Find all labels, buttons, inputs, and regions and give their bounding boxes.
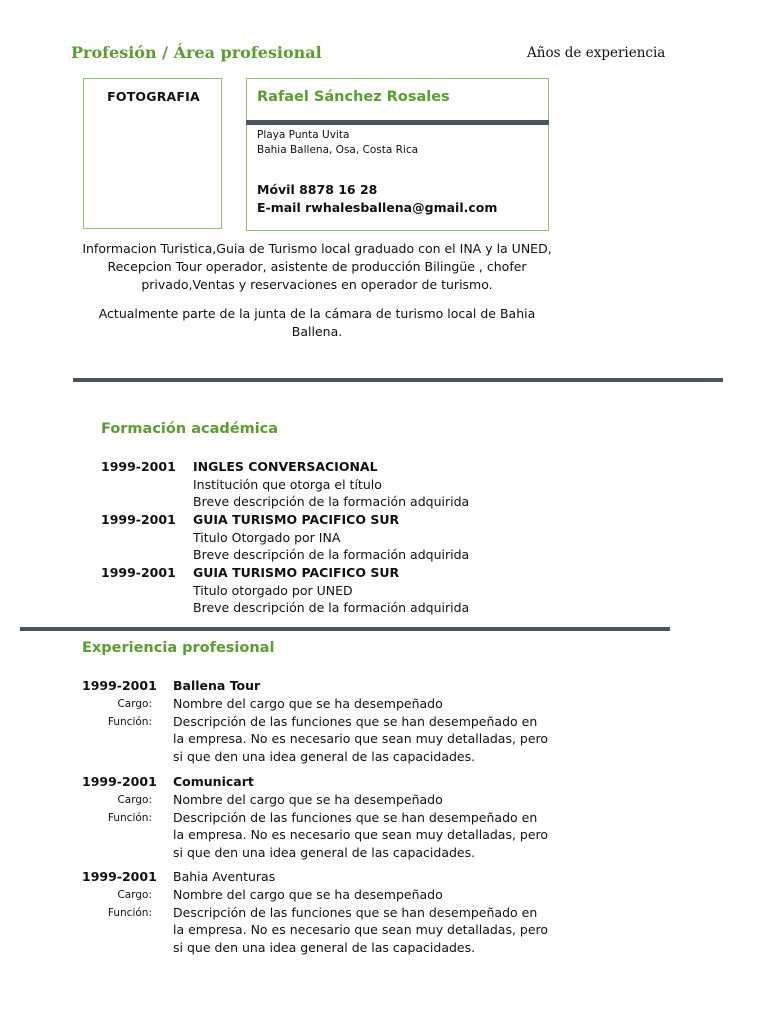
education-years: 1999-2001 [101,459,176,474]
experience-entry [82,868,562,957]
experience-position: Nombre del cargo que se ha desempeñado [173,886,443,902]
contact-card [246,78,549,231]
education-degree: INGLES CONVERSACIONAL [193,459,378,474]
email-address: E-mail rwhalesballena@gmail.com [257,200,498,215]
cargo-label: Cargo: [117,888,152,901]
education-degree: GUIA TURISMO PACIFICO SUR [193,512,400,527]
photo-label: FOTOGRAFIA [107,89,200,104]
experience-function-line-3: si que den una idea general de las capacidades. [173,749,476,765]
funcion-label: Función: [107,811,152,824]
section-divider-1 [73,378,723,382]
summary-paragraph-2: Actualmente parte de la junta de la cámara de turismo local de Bahia Ballena. [98,306,536,339]
education-years: 1999-2001 [101,512,176,527]
experience-position: Nombre del cargo que se ha desempeñado [173,791,443,807]
education-years: 1999-2001 [101,565,176,580]
education-description: Breve descripción de la formación adquirida [193,494,470,510]
address-line-1: Playa Punta Uvita [257,129,350,141]
experience-section-title: Experiencia profesional [82,640,275,656]
address-line-2: Bahia Ballena, Osa, Costa Rica [257,144,419,156]
experience-company: Ballena Tour [173,678,261,693]
summary-paragraph-1: Informacion Turistica,Guia de Turismo local graduado con el INA y la UNED, Recepcion Tour operador, asistente de producción Bilingüe , chofer privado,Ventas y reservaciones en operador de turismo. [82,241,552,292]
experience-function-line-3: si que den una idea general de las capacidades. [173,845,476,861]
experience-entry [82,677,562,766]
experience-function-line-2: la empresa. No es necesario que sean muy detalladas, pero [173,922,549,938]
experience-years: 1999-2001 [82,774,157,789]
contact-divider [246,120,549,125]
cargo-label: Cargo: [117,793,152,806]
education-description: Breve descripción de la formación adquirida [193,547,470,563]
experience-years: 1999-2001 [82,678,157,693]
experience-function-line-1: Descripción de las funciones que se han desempeñado en [173,713,538,729]
education-institution: Institución que otorga el título [193,476,382,492]
experience-entry [82,773,562,862]
experience-function-line-1: Descripción de las funciones que se han desempeñado en [173,904,538,920]
profile-summary [82,240,552,352]
funcion-label: Función: [107,715,152,728]
experience-position: Nombre del cargo que se ha desempeñado [173,695,443,711]
education-institution: Titulo Otorgado por INA [193,529,341,545]
education-institution: Titulo otorgado por UNED [193,582,353,598]
experience-function-line-1: Descripción de las funciones que se han desempeñado en [173,809,538,825]
education-degree: GUIA TURISMO PACIFICO SUR [193,565,400,580]
experience-years: 1999-2001 [82,869,157,884]
experience-function-line-2: la empresa. No es necesario que sean muy detalladas, pero [173,827,549,843]
experience-function-line-2: la empresa. No es necesario que sean muy detalladas, pero [173,731,549,747]
experience-company: Comunicart [173,774,254,789]
funcion-label: Función: [107,906,152,919]
experience-company: Bahia Aventuras [173,869,276,884]
phone-number: Móvil 8878 16 28 [257,182,378,197]
contact-name: Rafael Sánchez Rosales [257,89,450,105]
education-description: Breve descripción de la formación adquirida [193,600,470,616]
profession-title: Profesión / Área profesional [71,43,322,62]
section-divider-2 [20,627,670,631]
cargo-label: Cargo: [117,697,152,710]
years-of-experience-label: Años de experiencia [527,45,666,61]
education-section-title: Formación académica [101,421,279,437]
experience-function-line-3: si que den una idea general de las capacidades. [173,940,476,956]
photo-placeholder [83,78,222,229]
